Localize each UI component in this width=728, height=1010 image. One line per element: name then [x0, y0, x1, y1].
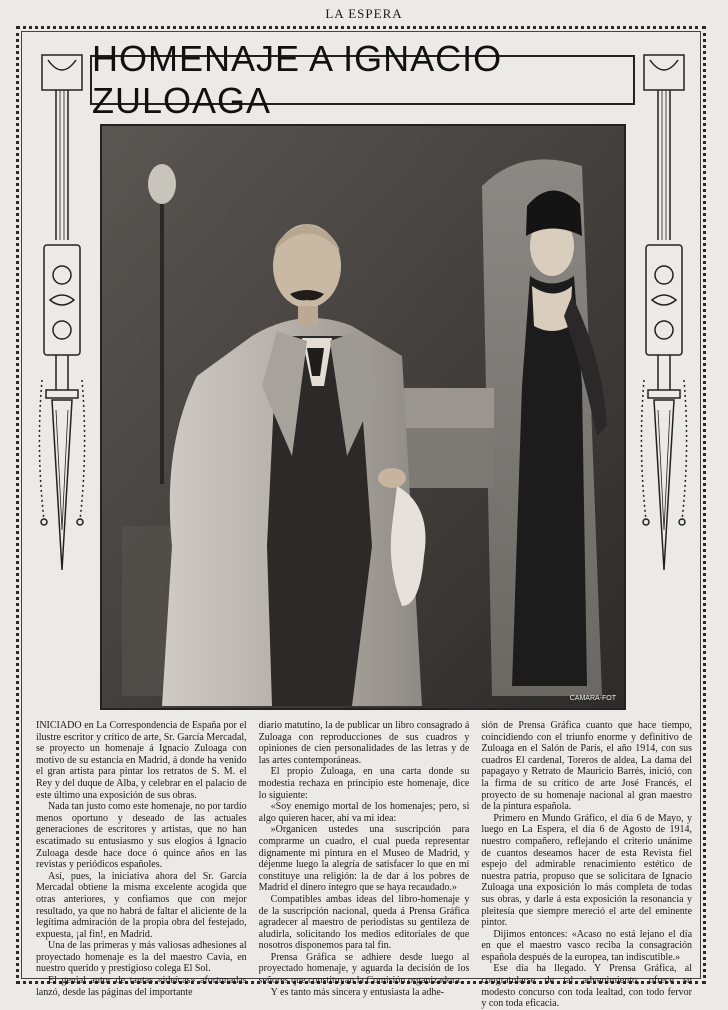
- portrait-photo: [100, 124, 626, 710]
- paragraph: »Organicen ustedes una suscripción para comprarme un cuadro, el cual pueda representar dignamente mi pintura en el Museo de Madrid, y déjenme luego la alegría de satisfacer lo que en mí constituye una religión: la de dar á los pobres de Madrid el dinero íntegro que se haya recaudado.»: [258, 824, 470, 894]
- article-column-2: [258, 720, 470, 998]
- photo-credit: CAMARA-FOT: [569, 695, 616, 702]
- paragraph: Prensa Gráfica se adhiere desde luego al proyectado homenaje, y aguarda la decisión de los señores que constituyan la Comisión organizadora.: [258, 951, 470, 987]
- portrait-illustration: [102, 126, 624, 708]
- paragraph: Una de las primeras y más valiosas adhesiones al proyectado homenaje es la del maestro Cavia, en nuestro querido y prestigioso colega El Sol.: [36, 940, 247, 975]
- paragraph: Nada tan justo como este homenaje, no por tardío menos oportuno y deseado de las actuales generaciones de escritores y artistas, que no han escatimado su entusiasmo y sus elogios á Ignacio Zuloaga desde hace doce ó quince años en las revistas y periódicos españoles.: [36, 801, 247, 871]
- article-column-3: [481, 720, 693, 1010]
- paragraph: El genial autor de tantas «ideícas» afortunadas lanzó, desde las páginas del importante: [36, 975, 247, 998]
- paragraph: Y es tanto más sincera y entusiasta la adhe-: [270, 986, 445, 998]
- right-ornament-icon: [640, 50, 688, 570]
- article-columns: [36, 720, 693, 1010]
- paragraph: Así, pues, la iniciativa ahora del Sr. García Mercadal obtiene la misma excelente acogida que otras anteriores, y confiamos que con mejor resultado, ya que no habrá de faltar el aliciente de la legítima admiración de la propia obra del festejado, expuesta, ¡al fin!, en Madrid.: [36, 870, 247, 940]
- paragraph: «Soy enemigo mortal de los homenajes; pero, si algo quieren hacer, ahí va mi idea:: [258, 801, 470, 824]
- paragraph: Primero en Mundo Gráfico, el día 6 de Mayo, y luego en La Espera, el día 6 de Agosto de 1914, nuestro compañero, reflejando el criterio unánime de cuantos deseamos hacer de esta Revista fiel espejo del admirable renacimiento estético de nuestra patria, propuso que se solicitara de Ignacio Zuloaga una exposición lo más completa de todas sus obras, y darle á esta exposición la resonancia y pleitesía que siempre mereció el arte del eminente pintor.: [481, 812, 693, 929]
- paragraph: INICIADO en La Correspondencia de España por el ilustre escritor y crítico de arte, Sr. García Mercadal, se proyecto un homenaje á Ignacio Zuloaga con motivo de su estancia en Madrid, á donde ha venido el gran artista para pintar los retratos de S. M. el Rey y del duque de Alba, y celebrar en el palacio de este último una exposición de sus obras.: [36, 720, 247, 801]
- title-box: [90, 38, 635, 121]
- paragraph: Ese día ha llegado. Y Prensa Gráfica, al congratularse de tal advenimiento, ofrece su modesto concurso con toda lealtad, con todo fervor y con toda eficacia.: [481, 963, 693, 1010]
- paragraph: Compatibles ambas ideas del libro-homenaje y de la suscripción nacional, queda á Prensa Gráfica agradecer al maestro de periodistas su gentileza de aludirla, solicitando los medios editoriales de que nosotros disponemos para tal fin.: [258, 893, 470, 952]
- paragraph: Dijimos entonces: «Acaso no está lejano el día en que el maestro vasco reciba la consagración española después de la europea, tan indiscutible.»: [481, 928, 693, 963]
- page-title: HOMENAJE A IGNACIO ZULOAGA: [92, 38, 503, 121]
- paragraph: sión de Prensa Gráfica cuanto que hace tiempo, coincidiendo con el triunfo enorme y definitivo de Zuloaga en el Salón de París, el año 1914, con sus cuadros El cardenal, Toreros de aldea, La dama del papagayo y Retrato de Mauricio Barrés, inició, con la firma de su crítico de arte José Francés, el proyecto de su homenaje nacional al gran maestro de la pintura española.: [481, 720, 693, 813]
- paragraph: El propio Zuloaga, en una carta donde su modestia rechaza en principio este homenaje, dice lo siguiente:: [258, 766, 470, 801]
- left-ornament-icon: [38, 50, 86, 570]
- masthead: LA ESPERA: [325, 6, 403, 21]
- article-column-1: [36, 720, 247, 998]
- paragraph: diario matutino, la de publicar un libro consagrado á Zuloaga con reproducciones de sus cuadros y opiniones de cien personalidades de las letras y de las artes contemporáneas.: [258, 720, 470, 766]
